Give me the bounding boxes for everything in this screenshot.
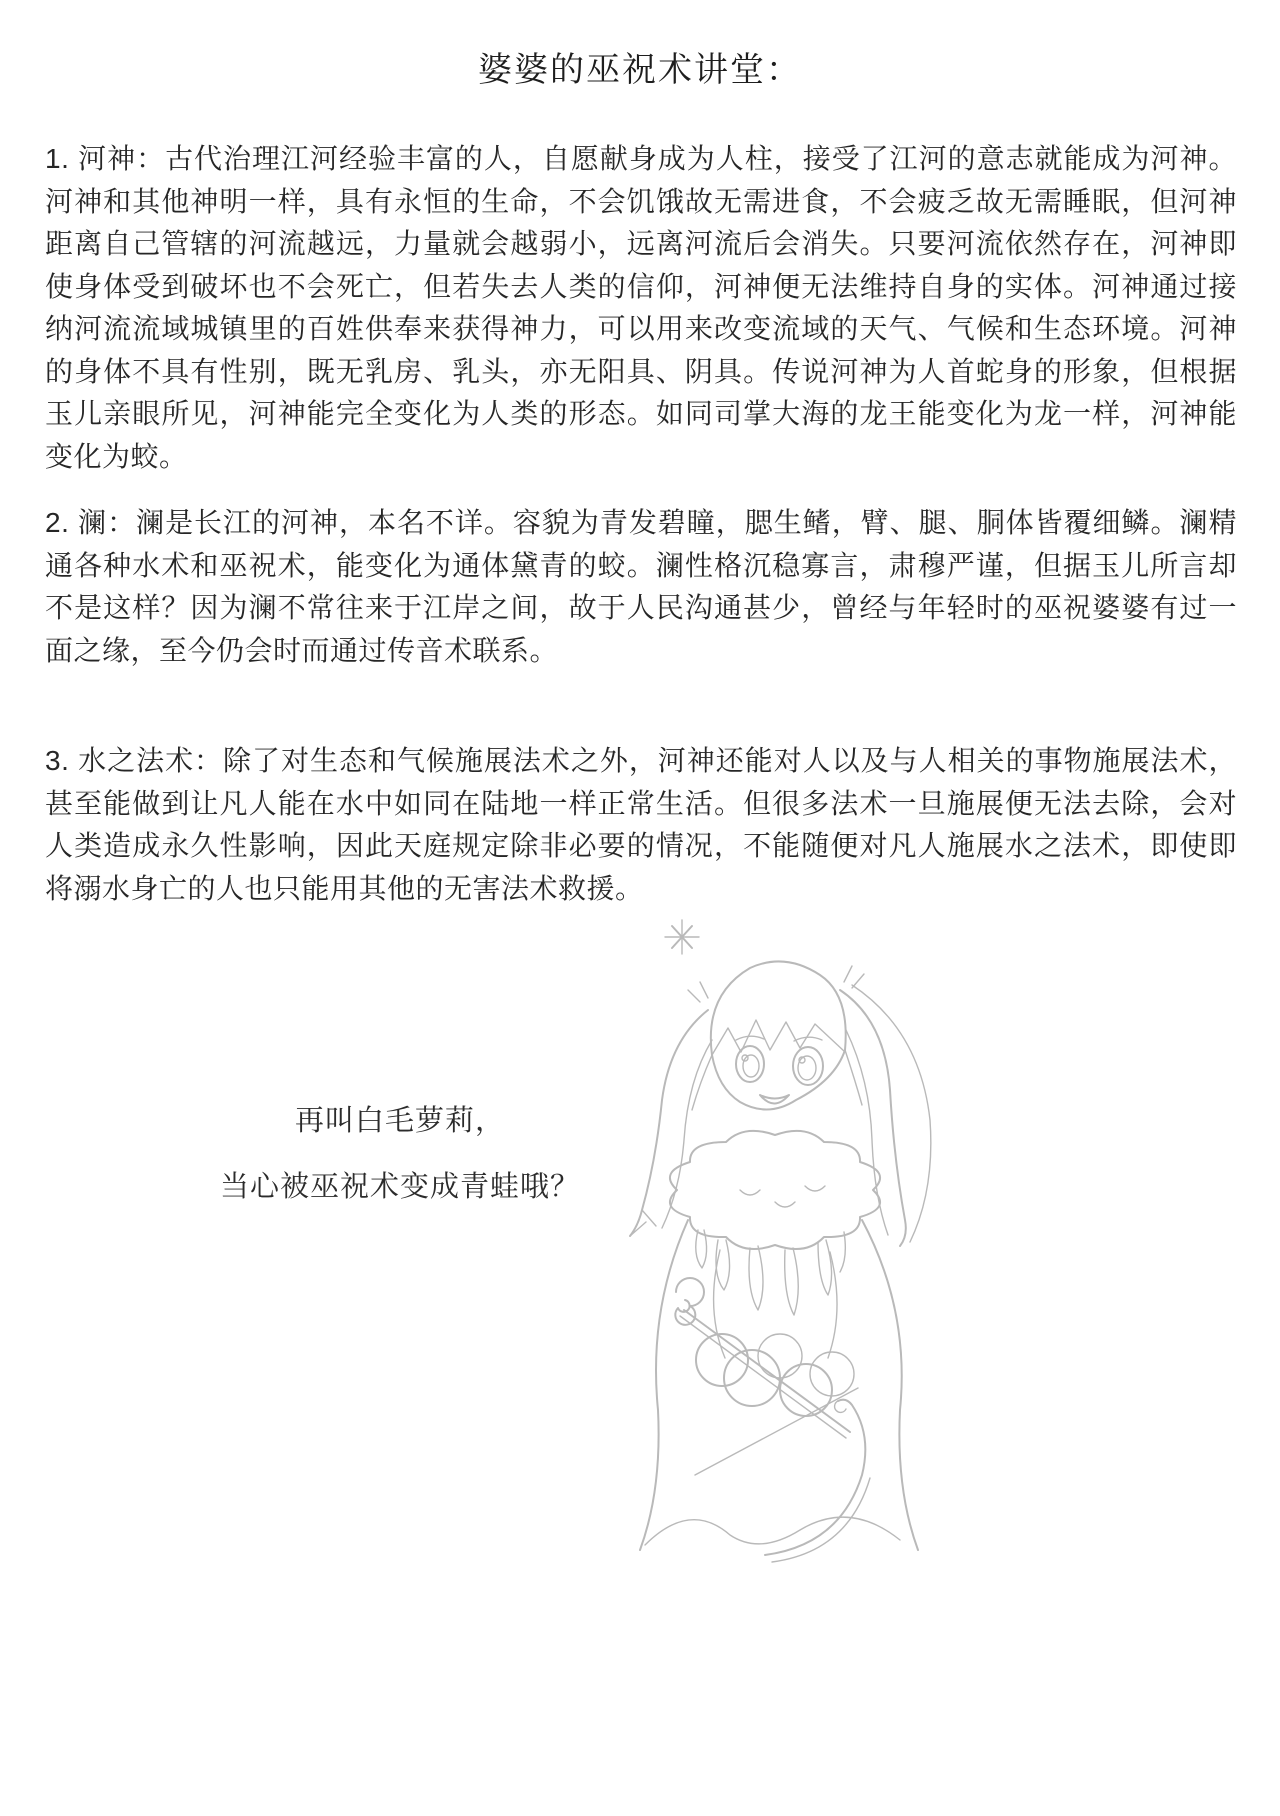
fur-collar-sketch: [670, 1131, 880, 1249]
anime-girl-sketch: [600, 890, 1020, 1570]
speech-line: 再叫白毛萝莉，: [294, 1105, 505, 1137]
anime-girl-sketch-svg: [600, 890, 1020, 1570]
speech-caption: [170, 1098, 630, 1205]
speech-line: 当心被巫祝术变成青蛙哦？: [219, 1171, 580, 1203]
sleeves-and-hands-sketch: [696, 1334, 854, 1416]
anger-mark-icon: [665, 920, 699, 954]
paragraph-river-god: 1. 河神：古代治理江河经验丰富的人，自愿献身成为人柱，接受了江河的意志就能成为河神。河神和其他神明一样，具有永恒的生命，不会饥饿故无需进食，不会疲乏故无需睡眠，但河神距离自己管辖的河流越远，力量就会越弱小，远离河流后会消失。只要河流依然存在，河神即使身体受到破坏也不会死亡，但若失去人类的信仰，河神便无法维持自身的实体。河神通过接纳河流流域城镇里的百姓供奉来获得神力，可以用来改变流域的天气、气候和生态环境。河神的身体不具有性别，既无乳房、乳头，亦无阳具、阴具。传说河神为人首蛇身的形象，但根据玉儿亲眼所见，河神能完全变化为人类的形态。如同司掌大海的龙王能变化为龙一样，河神能变化为蛟。: [45, 143, 1237, 472]
page-title: 婆婆的巫祝术讲堂：: [478, 51, 802, 89]
face-sketch: [736, 1036, 823, 1103]
paragraph-lan: 2. 澜：澜是长江的河神，本名不详。容貌为青发碧瞳，腮生鳍，臂、腿、胴体皆覆细鳞。澜精通各种水术和巫祝术，能变化为通体黛青的蛟。澜性格沉稳寡言，肃穆严谨，但据玉儿所言却不是这样？因为澜不常往来于江岸之间，故于人民沟通甚少，曾经与年轻时的巫祝婆婆有过一面之缘，至今仍会时而通过传音术联系。: [45, 507, 1237, 666]
paragraph-water-magic: 3. 水之法术：除了对生态和气候施展法术之外，河神还能对人以及与人相关的事物施展法术，甚至能做到让凡人能在水中如同在陆地一样正常生活。但很多法术一旦施展便无法去除，会对人类造成永久性影响，因此天庭规定除非必要的情况，不能随便对凡人施展水之法术，即使即将溺水身亡的人也只能用其他的无害法术救援。: [45, 745, 1237, 904]
body-text: [45, 138, 1237, 910]
tail-sketch: [765, 1400, 870, 1562]
fur-tufts-sketch: [696, 1230, 846, 1315]
twin-tails-sketch: [630, 966, 931, 1246]
head-sketch: [692, 961, 862, 1110]
